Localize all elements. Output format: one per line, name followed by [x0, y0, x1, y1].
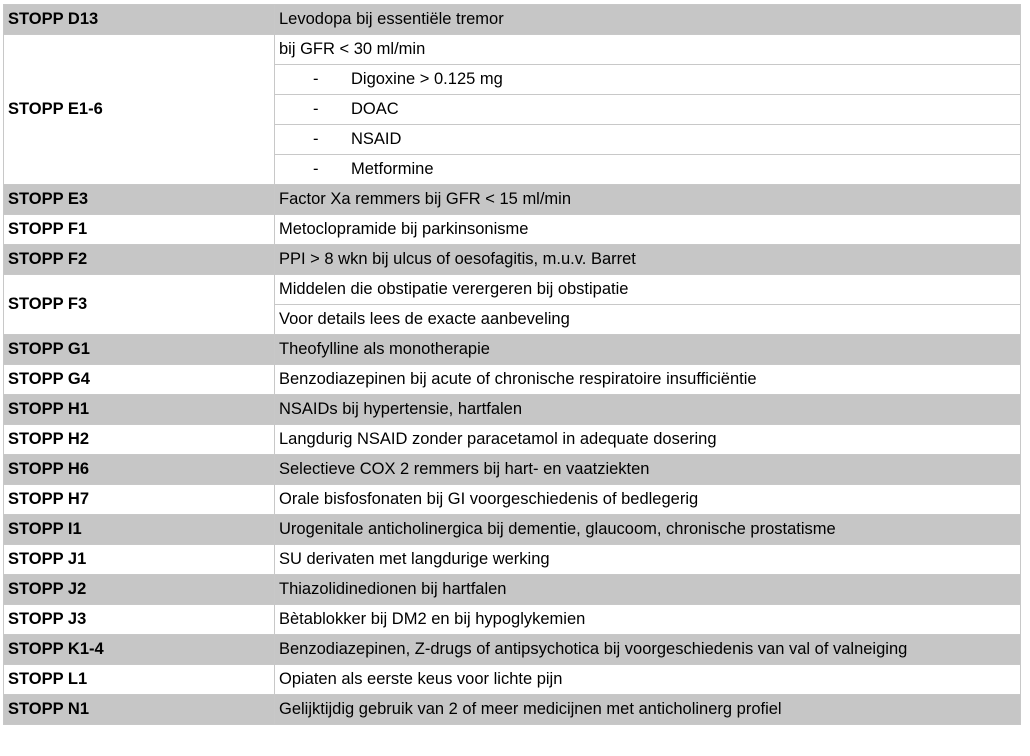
- table-row: [4, 395, 1021, 425]
- list-dash: -: [313, 100, 319, 118]
- table-row: [4, 575, 1021, 605]
- stopp-description: Benzodiazepinen bij acute of chronische respiratoire insufficiëntie: [275, 365, 1021, 395]
- stopp-code: STOPP H1: [4, 395, 275, 425]
- stopp-description: Thiazolidinedionen bij hartfalen: [275, 575, 1021, 605]
- stopp-code: STOPP K1-4: [4, 635, 275, 665]
- table-row: [4, 665, 1021, 695]
- stopp-code: STOPP I1: [4, 515, 275, 545]
- stopp-code: STOPP F3: [4, 275, 275, 335]
- stopp-description: NSAIDs bij hypertensie, hartfalen: [275, 395, 1021, 425]
- stopp-description: Opiaten als eerste keus voor lichte pijn: [275, 665, 1021, 695]
- stopp-description: Gelijktijdig gebruik van 2 of meer medicijnen met anticholinerg profiel: [275, 695, 1021, 725]
- list-dash: -: [313, 160, 319, 178]
- stopp-code: STOPP G1: [4, 335, 275, 365]
- stopp-code: STOPP N1: [4, 695, 275, 725]
- sub-item-text: Metformine: [351, 160, 434, 178]
- stopp-code: STOPP G4: [4, 365, 275, 395]
- sub-item-text: NSAID: [351, 130, 402, 148]
- table-row: [4, 455, 1021, 485]
- stopp-code: STOPP E1-6: [4, 35, 275, 185]
- stopp-description: bij GFR < 30 ml/min: [275, 35, 1021, 65]
- stopp-description: Theofylline als monotherapie: [275, 335, 1021, 365]
- stopp-description: Factor Xa remmers bij GFR < 15 ml/min: [275, 185, 1021, 215]
- stopp-description: Urogenitale anticholinergica bij dementie, glaucoom, chronische prostatisme: [275, 515, 1021, 545]
- table-row: [4, 695, 1021, 725]
- stopp-description: PPI > 8 wkn bij ulcus of oesofagitis, m.u.v. Barret: [275, 245, 1021, 275]
- stopp-sub-item: [275, 65, 1021, 95]
- stopp-description: Middelen die obstipatie verergeren bij obstipatie: [275, 275, 1021, 305]
- stopp-description: Levodopa bij essentiële tremor: [275, 5, 1021, 35]
- stopp-sub-item: [275, 125, 1021, 155]
- sub-item-text: DOAC: [351, 100, 399, 118]
- table-row: [4, 35, 1021, 65]
- stopp-description: Benzodiazepinen, Z-drugs of antipsychotica bij voorgeschiedenis van val of valneiging: [275, 635, 1021, 665]
- stopp-code: STOPP F2: [4, 245, 275, 275]
- table-row: [4, 335, 1021, 365]
- stopp-code: STOPP L1: [4, 665, 275, 695]
- stopp-code: STOPP F1: [4, 215, 275, 245]
- table-row: [4, 635, 1021, 665]
- stopp-description: Langdurig NSAID zonder paracetamol in adequate dosering: [275, 425, 1021, 455]
- stopp-description: Selectieve COX 2 remmers bij hart- en vaatziekten: [275, 455, 1021, 485]
- table-row: [4, 545, 1021, 575]
- stopp-description: Bètablokker bij DM2 en bij hypoglykemien: [275, 605, 1021, 635]
- table-row: [4, 605, 1021, 635]
- stopp-table: [3, 4, 1021, 725]
- stopp-table-body: [4, 5, 1021, 725]
- stopp-code: STOPP H2: [4, 425, 275, 455]
- table-row: [4, 245, 1021, 275]
- stopp-description: Metoclopramide bij parkinsonisme: [275, 215, 1021, 245]
- list-dash: -: [313, 70, 319, 88]
- stopp-sub-item: [275, 95, 1021, 125]
- table-row: [4, 275, 1021, 305]
- stopp-sub-item: [275, 155, 1021, 185]
- stopp-code: STOPP D13: [4, 5, 275, 35]
- stopp-code: STOPP J2: [4, 575, 275, 605]
- sub-item-text: Digoxine > 0.125 mg: [351, 70, 503, 88]
- stopp-description: SU derivaten met langdurige werking: [275, 545, 1021, 575]
- table-row: [4, 215, 1021, 245]
- table-row: [4, 515, 1021, 545]
- stopp-code: STOPP H7: [4, 485, 275, 515]
- stopp-code: STOPP J1: [4, 545, 275, 575]
- table-row: [4, 425, 1021, 455]
- table-row: [4, 185, 1021, 215]
- stopp-description: Voor details lees de exacte aanbeveling: [275, 305, 1021, 335]
- list-dash: -: [313, 130, 319, 148]
- table-row: [4, 365, 1021, 395]
- stopp-code: STOPP H6: [4, 455, 275, 485]
- stopp-code: STOPP E3: [4, 185, 275, 215]
- stopp-code: STOPP J3: [4, 605, 275, 635]
- table-row: [4, 485, 1021, 515]
- table-row: [4, 5, 1021, 35]
- stopp-description: Orale bisfosfonaten bij GI voorgeschiedenis of bedlegerig: [275, 485, 1021, 515]
